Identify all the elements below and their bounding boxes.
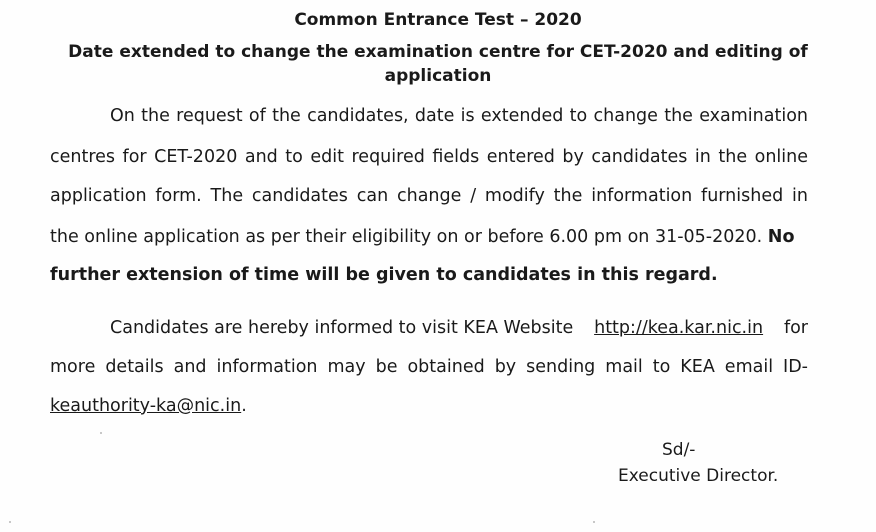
paragraph-1-line-4 (50, 225, 808, 249)
signature-sd: Sd/- (662, 440, 696, 460)
notice-subtitle-line-2: application (384, 66, 492, 86)
no-extension-notice: further extension of time will be given to candidates in this regard. (50, 265, 718, 285)
notice-subtitle-line-1: Date extended to change the examination centre for CET-2020 and editing of (68, 42, 808, 62)
paragraph-1-line-2: centres for CET-2020 and to edit required fields entered by candidates in the online (50, 147, 808, 167)
paragraph-1-line-1: On the request of the candidates, date is extended to change the examination (110, 106, 808, 126)
paragraph-2-line-1-text: Candidates are hereby informed to visit KEA Website (110, 318, 574, 338)
paragraph-1-line-4-text: the online application as per their eligibility on or before 6.00 pm on 31-05-2020. (50, 227, 763, 247)
paragraph-2-line-3 (50, 394, 808, 418)
paragraph-2-line-1-end: for (783, 318, 808, 338)
scan-speck (100, 432, 102, 434)
notice-title: Common Entrance Test – 2020 (294, 10, 582, 30)
kea-email-link[interactable]: keauthority-ka@nic.in (50, 396, 242, 416)
paragraph-2-line-2: more details and information may be obtained by sending mail to KEA email ID- (50, 357, 808, 377)
kea-website-link[interactable]: http://kea.kar.nic.in (594, 318, 764, 338)
paragraph-1-line-3: application form. The candidates can change / modify the information furnished in (50, 186, 808, 206)
signature-designation: Executive Director. (618, 466, 779, 486)
paragraph-2-line-1 (110, 316, 808, 340)
paragraph-2-line-3-end: . (241, 396, 247, 416)
scan-speck (9, 521, 11, 523)
no-extension-notice-start: No (767, 227, 795, 247)
scan-speck (593, 521, 595, 523)
